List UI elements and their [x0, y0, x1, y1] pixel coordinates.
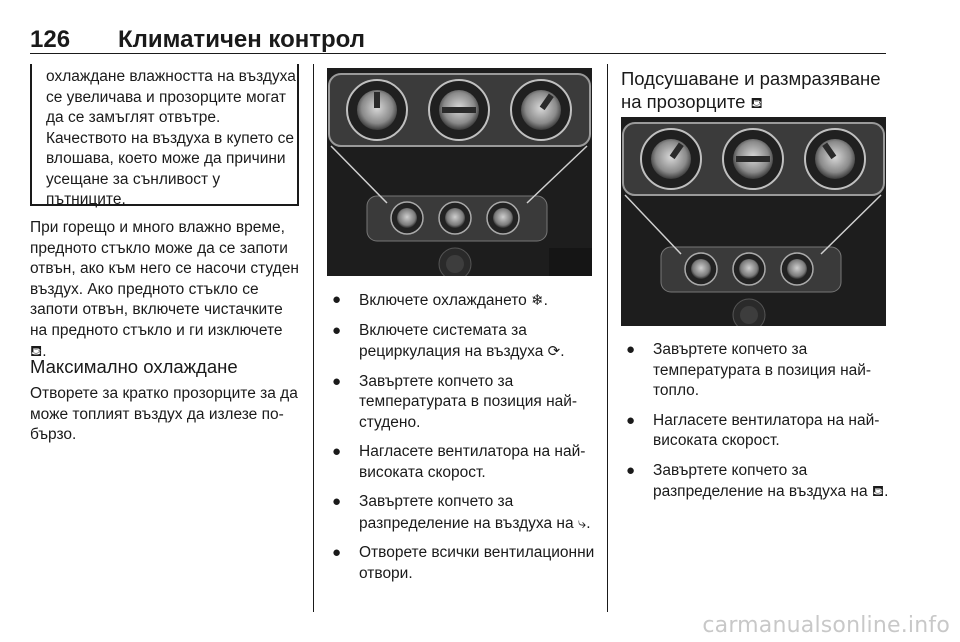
list-item-text: Завъртете копчето за разпределение на въздуха на: [359, 493, 574, 532]
paragraph-max-cooling: Отворете за кратко прозорците за да може топлият въздух да излезе по-бързо.: [30, 385, 298, 443]
max-cooling-steps-list: [331, 290, 597, 584]
windshield-defrost-icon: ⛾: [30, 342, 43, 360]
list-item: [625, 411, 891, 452]
defrost-heading-text: Подсушаване и размразяване на прозорците: [621, 68, 881, 112]
list-item-text: Нагласете вентилатора на най-високата скорост.: [653, 411, 880, 449]
bullet-dot: ●: [626, 461, 636, 479]
list-item: [331, 372, 597, 434]
bullet-dot: ●: [332, 372, 342, 390]
climate-panel-illustration: [621, 117, 886, 326]
list-item: [331, 442, 597, 483]
defrost-heading: [621, 67, 887, 115]
bullet-dot: ●: [626, 341, 636, 358]
list-item: ● Включете системата за рециркулация на въздуха ⟳.: [332, 321, 565, 360]
bullet-dot: ●: [626, 411, 636, 429]
bullet-dot: ●: [332, 443, 342, 460]
windshield-defrost-icon: ⛾: [871, 482, 885, 500]
column-divider-2: [607, 64, 608, 612]
paragraph-fogging-text: При горещо и много влажно време, предното стъкло може да се запоти отвън, ако към него се насочи студен въздух. Ако предното стъкло се запоти отвън, включете чистачките на предното стъкло и ги изключете: [30, 219, 299, 339]
paragraph-fogging: При горещо и много влажно време, предното стъкло може да се запоти отвън, ако към него се насочи студен въздух. Ако предното стъкло се запоти отвън, включете чистачките на предното стъкло и ги изключете ⛾.: [30, 219, 299, 360]
list-item: ● Завъртете копчето за разпределение на въздуха на ⤷.: [332, 493, 591, 532]
bullet-dot: ●: [332, 544, 342, 561]
max-cooling-heading: Максимално охлаждане: [30, 356, 238, 377]
cooling-snowflake-icon: ❄: [531, 291, 544, 309]
list-item-text: Нагласете вентилатора на най-високата скорост.: [359, 443, 586, 481]
climate-panel-illustration: [327, 68, 592, 276]
list-item-text: Завъртете копчето за температурата в позиция най-топло.: [653, 341, 872, 399]
bullet-dot: ●: [332, 321, 342, 339]
note-box: [30, 64, 299, 206]
air-recirculation-icon: ⟳: [547, 342, 561, 360]
note-text: охлаждане влажността на въздуха се увеличава и прозорците могат да се замъглят отвътре. Качеството на въздуха в купето се влошава, което може да причини усещане за сънливост у пътниците.: [46, 68, 296, 208]
header-rule: [30, 53, 886, 54]
climate-control-panel-figure-2: [621, 117, 886, 326]
list-item-text: Включете системата за рециркулация на въздуха: [359, 321, 544, 360]
list-item: [331, 543, 597, 584]
watermark: carmanualsonline.info: [702, 613, 950, 638]
page-number: 126: [30, 26, 71, 53]
list-item: [625, 340, 891, 402]
defrost-steps-list: [625, 340, 891, 503]
bullet-dot: ●: [332, 291, 342, 308]
air-to-upper-body-icon: ⤷: [577, 513, 587, 532]
windshield-defrost-icon: ⛾: [750, 94, 763, 112]
page-header: [30, 26, 886, 54]
list-item-text: Завъртете копчето за температурата в позиция най-студено.: [359, 372, 578, 431]
list-item-text: Отворете всички вентилационни отвори.: [359, 544, 595, 582]
column-divider-1: [313, 64, 314, 612]
bullet-dot: ●: [332, 493, 342, 510]
list-item-text: Включете охлаждането: [359, 292, 527, 309]
climate-control-panel-figure-1: [327, 68, 592, 276]
list-item: ● Завъртете копчето за разпределение на въздуха на ⛾.: [626, 461, 889, 500]
list-item-text: Завъртете копчето за разпределение на въздуха на: [653, 461, 868, 500]
chapter-title: Климатичен контрол: [118, 26, 365, 53]
list-item: ● Включете охлаждането ❄.: [332, 291, 548, 309]
